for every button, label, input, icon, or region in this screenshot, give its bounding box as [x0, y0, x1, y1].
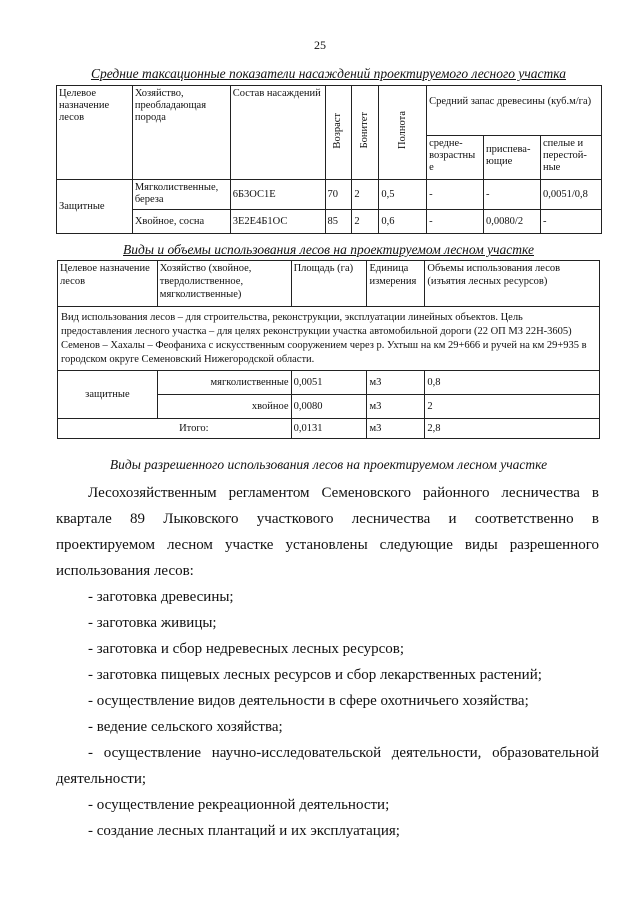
cell-age: 70 [325, 180, 352, 210]
cell-density: 0,6 [379, 210, 427, 234]
cell-bonitet: 2 [352, 210, 379, 234]
cell-farm: хвойное [157, 395, 291, 419]
cell-area: 0,0051 [291, 371, 367, 395]
header-farm: Хозяйство, преобладающая порода [132, 86, 230, 180]
header-density: Полнота [379, 86, 427, 180]
table-row-total [58, 419, 600, 439]
cell-purpose: Защитные [57, 180, 133, 234]
cell-mid-age: - [427, 180, 484, 210]
table-row [57, 210, 602, 234]
cell-farm: Хвойное, сосна [132, 210, 230, 234]
forest-stand-table [56, 85, 602, 234]
cell-farm: мягколиственные [157, 371, 291, 395]
cell-total-volume: 2,8 [425, 419, 600, 439]
cell-purpose: защитные [58, 371, 158, 419]
header-mid-age: средне-возрастны е [427, 136, 484, 180]
cell-area: 0,0080 [291, 395, 367, 419]
header-bonitet: Бонитет [352, 86, 379, 180]
table2-caption: Виды и объемы использования лесов на проектируемом лесном участке [123, 242, 534, 257]
list-item: - осуществление видов деятельности в сфере охотничьего хозяйства; [88, 693, 529, 709]
table1-caption: Средние таксационные показатели насаждений проектируемого лесного участка [90, 66, 567, 81]
cell-ripe: - [540, 210, 601, 234]
list-item: - осуществление рекреационной деятельности; [88, 797, 390, 813]
cell-mid-age: - [427, 210, 484, 234]
cell-total-unit: м3 [367, 419, 425, 439]
header-stock: Средний запас древесины (куб.м/га) [427, 86, 602, 136]
cell-composition: 6Б3ОС1Е [230, 180, 325, 210]
header-unit: Единица измерения [367, 261, 425, 307]
table-row [57, 180, 602, 210]
list-item: - осуществление научно-исследовательской деятельности, образовательной деятельности; [56, 745, 599, 787]
header-ripening: приспева-ющие [484, 136, 541, 180]
section-heading: Виды разрешенного использования лесов на проектируемом лесном участке [109, 457, 548, 472]
page-number: 25 [314, 38, 326, 52]
usage-description: Вид использования лесов – для строительства, реконструкции, эксплуатации линейных объектов. Цель предоставления лесного участка – для целях реконструкции участка автомобильной дороги (22 ОП МЗ 22Н-3605) Семенов – Хахалы – Феофаниха с искусственным сооружением через р. Ухтыш на км 29+666 и ручей на км 29+935 в городском округе Семеновский Нижегородской области. [58, 307, 600, 371]
cell-unit: м3 [367, 395, 425, 419]
list-item: - заготовка и сбор недревесных лесных ресурсов; [88, 641, 405, 657]
cell-density: 0,5 [379, 180, 427, 210]
header-volume: Объемы использования лесов (изъятия лесных ресурсов) [425, 261, 600, 307]
cell-ripening: 0,0080/2 [484, 210, 541, 234]
header-age: Возраст [325, 86, 352, 180]
cell-unit: м3 [367, 371, 425, 395]
cell-farm: Мягколиственные, береза [132, 180, 230, 210]
intro-paragraph: Лесохозяйственным регламентом Семеновского районного лесничества в квартале 89 Лыковского участкового лесничества и соответственно в проектируемом лесном участке установлены следующие виды разрешенного использования лесов: [56, 485, 599, 579]
cell-volume: 2 [425, 395, 600, 419]
cell-total-label: Итого: [58, 419, 292, 439]
list-item: - ведение сельского хозяйства; [88, 719, 283, 735]
cell-volume: 0,8 [425, 371, 600, 395]
header-purpose: Целевое назначение лесов [58, 261, 158, 307]
list-item: - заготовка живицы; [88, 615, 217, 631]
cell-age: 85 [325, 210, 352, 234]
list-item: - создание лесных плантаций и их эксплуатация; [88, 823, 400, 839]
list-item: - заготовка пищевых лесных ресурсов и сбор лекарственных растений; [88, 667, 542, 683]
cell-ripening: - [484, 180, 541, 210]
header-farm: Хозяйство (хвойное, твердолиственное, мягколиственные) [157, 261, 291, 307]
forest-usage-table [57, 260, 600, 439]
header-purpose: Целевое назначение лесов [57, 86, 133, 180]
cell-ripe: 0,0051/0,8 [540, 180, 601, 210]
cell-composition: 3Е2Е4Б1ОС [230, 210, 325, 234]
header-area: Площадь (га) [291, 261, 367, 307]
table-row [58, 371, 600, 395]
header-composition: Состав насаждений [230, 86, 325, 180]
list-item: - заготовка древесины; [88, 589, 234, 605]
cell-total-area: 0,0131 [291, 419, 367, 439]
header-ripe: спелые и перестой-ные [540, 136, 601, 180]
cell-bonitet: 2 [352, 180, 379, 210]
